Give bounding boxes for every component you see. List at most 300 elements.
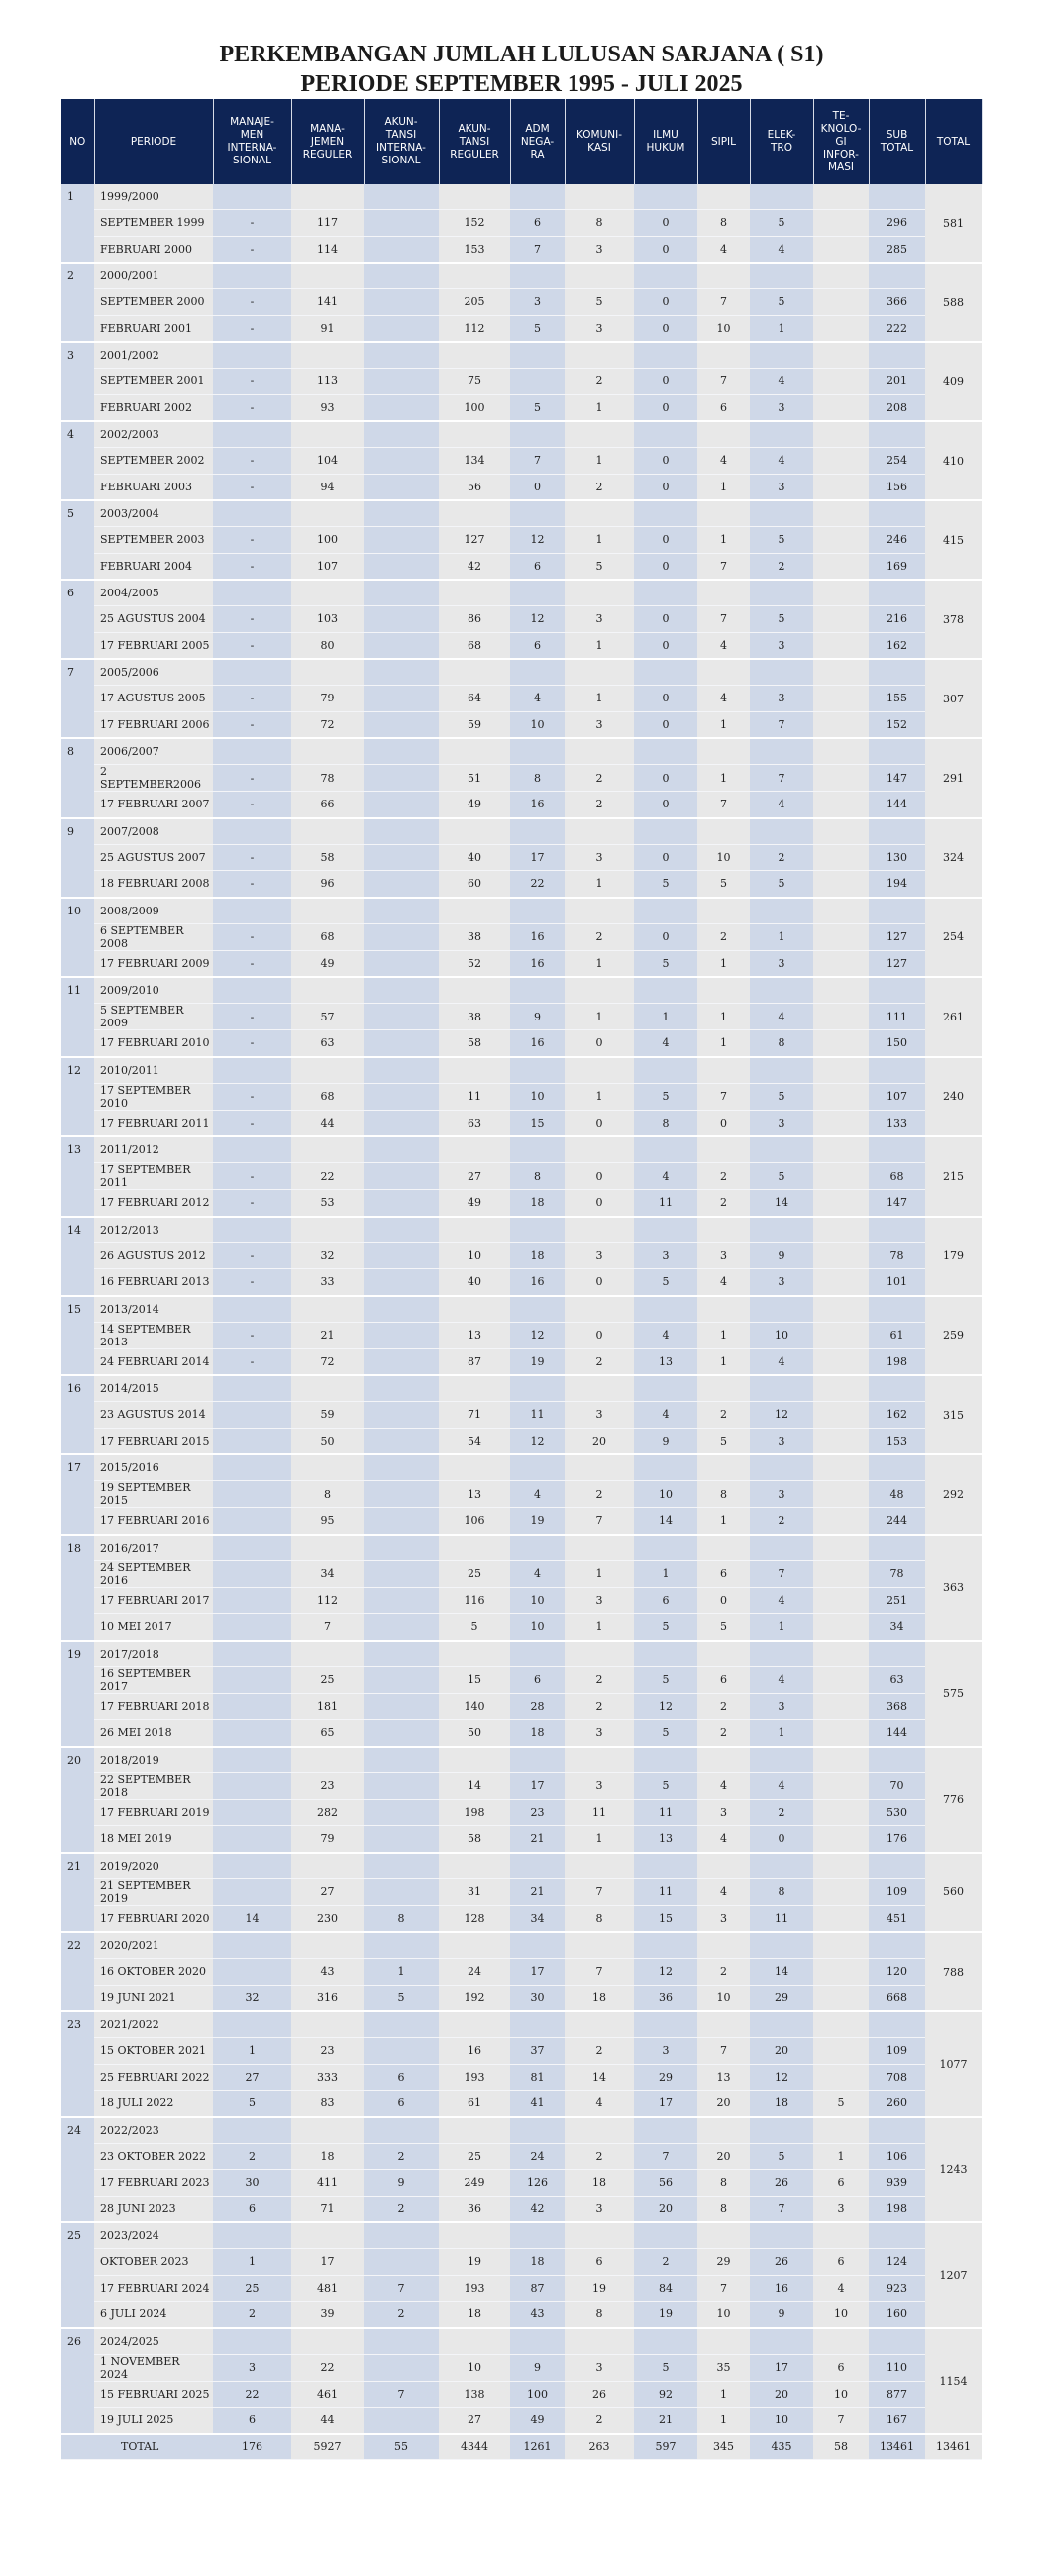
table-cell: 2 — [697, 1402, 750, 1429]
table-cell: 63 — [439, 1110, 510, 1136]
table-cell: 8 — [750, 1878, 813, 1905]
table-cell: 1 — [565, 527, 634, 554]
table-cell — [697, 184, 750, 210]
table-cell — [813, 1110, 869, 1136]
table-cell — [813, 553, 869, 580]
table-cell — [213, 1878, 291, 1905]
table-cell: 20 — [697, 2143, 750, 2170]
table-cell: 6 — [213, 2408, 291, 2434]
table-cell: 5 — [634, 1772, 697, 1799]
table-cell: 11 — [510, 1402, 565, 1429]
table-cell: 49 — [439, 792, 510, 818]
table-cell: 18 — [291, 2143, 364, 2170]
table-cell — [697, 1454, 750, 1481]
table-cell: 1 — [750, 923, 813, 950]
table-cell: 4 — [750, 1348, 813, 1375]
table-cell — [439, 738, 510, 765]
table-cell: 19 — [510, 1508, 565, 1535]
table-cell: 75 — [439, 369, 510, 395]
table-cell — [697, 659, 750, 686]
table-cell — [510, 2222, 565, 2249]
table-cell — [364, 1587, 439, 1614]
table-cell: 1 — [697, 474, 750, 500]
academic-year: 2013/2014 — [94, 1296, 213, 1323]
table-cell: 1 — [565, 1083, 634, 1110]
table-row — [61, 792, 982, 818]
table-cell: 5 — [634, 2354, 697, 2381]
table-cell — [510, 1136, 565, 1163]
table-cell: 18 — [565, 2170, 634, 2197]
table-cell — [364, 606, 439, 633]
table-cell — [364, 632, 439, 659]
table-cell — [750, 1136, 813, 1163]
table-cell — [565, 1641, 634, 1667]
table-cell — [510, 2328, 565, 2355]
table-cell: 17 — [510, 1959, 565, 1986]
row-number: 4 — [61, 421, 94, 500]
table-row — [61, 1481, 982, 1508]
table-cell — [291, 1057, 364, 1084]
table-cell: 1 — [565, 686, 634, 712]
table-cell — [510, 2011, 565, 2038]
table-cell: 147 — [869, 765, 925, 792]
table-cell — [869, 1296, 925, 1323]
total-cell: 13461 — [925, 2434, 982, 2460]
table-cell — [813, 1322, 869, 1348]
table-cell: 198 — [869, 1348, 925, 1375]
table-cell: 107 — [291, 553, 364, 580]
table-cell: 244 — [869, 1508, 925, 1535]
table-cell: 72 — [291, 711, 364, 738]
table-cell: 0 — [634, 474, 697, 500]
table-cell — [813, 1163, 869, 1190]
table-cell — [291, 2011, 364, 2038]
table-cell: 87 — [510, 2275, 565, 2302]
table-cell: 25 — [439, 2143, 510, 2170]
table-cell — [813, 686, 869, 712]
year-row — [61, 263, 982, 289]
table-cell: 49 — [510, 2408, 565, 2434]
table-cell: 19 — [439, 2249, 510, 2276]
table-cell — [213, 1799, 291, 1826]
table-cell: 923 — [869, 2275, 925, 2302]
table-cell — [697, 342, 750, 369]
period: 17 FEBRUARI 2005 — [94, 632, 213, 659]
table-cell — [364, 1560, 439, 1587]
table-cell: 8 — [750, 1030, 813, 1057]
table-cell — [213, 2117, 291, 2144]
year-total: 560 — [925, 1853, 982, 1933]
table-cell — [869, 1853, 925, 1879]
table-cell — [364, 1402, 439, 1429]
table-cell — [439, 1217, 510, 1243]
year-row — [61, 1747, 982, 1773]
table-cell: 7 — [813, 2408, 869, 2434]
table-cell — [439, 263, 510, 289]
table-cell: 93 — [291, 394, 364, 421]
table-cell: 140 — [439, 1693, 510, 1720]
table-cell — [750, 738, 813, 765]
table-cell — [565, 421, 634, 448]
row-number: 3 — [61, 342, 94, 421]
row-number: 2 — [61, 263, 94, 342]
year-total: 588 — [925, 263, 982, 342]
table-cell: 193 — [439, 2064, 510, 2091]
column-header: SIPIL — [697, 99, 750, 184]
table-cell — [213, 738, 291, 765]
table-cell: 144 — [869, 792, 925, 818]
table-cell: 3 — [697, 1799, 750, 1826]
table-cell: 127 — [869, 923, 925, 950]
table-cell: 0 — [634, 236, 697, 263]
table-cell — [813, 765, 869, 792]
table-cell: 0 — [565, 1190, 634, 1217]
table-cell: 25 — [291, 1666, 364, 1693]
table-cell — [510, 369, 565, 395]
table-cell: 155 — [869, 686, 925, 712]
table-cell: 78 — [291, 765, 364, 792]
table-cell: 65 — [291, 1720, 364, 1747]
table-row — [61, 2381, 982, 2408]
table-row — [61, 289, 982, 316]
table-cell: 251 — [869, 1587, 925, 1614]
year-row — [61, 738, 982, 765]
table-cell: 27 — [291, 1878, 364, 1905]
table-cell — [213, 1375, 291, 1402]
table-cell — [364, 1666, 439, 1693]
column-header: TOTAL — [925, 99, 982, 184]
table-cell: 14 — [750, 1190, 813, 1217]
table-cell: 6 — [364, 2091, 439, 2117]
academic-year: 2023/2024 — [94, 2222, 213, 2249]
table-cell — [750, 580, 813, 606]
table-cell — [869, 738, 925, 765]
table-cell — [364, 1799, 439, 1826]
table-cell: 2 — [213, 2302, 291, 2328]
table-cell: 58 — [439, 1826, 510, 1853]
table-row — [61, 844, 982, 871]
table-cell: 0 — [634, 210, 697, 237]
table-cell: 1 — [565, 950, 634, 977]
year-total: 254 — [925, 898, 982, 978]
table-cell: 7 — [291, 1614, 364, 1641]
table-cell: 10 — [813, 2381, 869, 2408]
table-row — [61, 765, 982, 792]
table-cell — [510, 1057, 565, 1084]
table-cell: 2 — [565, 923, 634, 950]
table-cell: 9 — [510, 2354, 565, 2381]
table-cell — [634, 1535, 697, 1561]
table-cell — [813, 2038, 869, 2065]
table-cell — [634, 580, 697, 606]
table-cell: 19 — [634, 2302, 697, 2328]
table-cell — [750, 1535, 813, 1561]
table-cell — [813, 632, 869, 659]
table-cell: 8 — [364, 1905, 439, 1932]
table-cell: 3 — [697, 1242, 750, 1269]
table-cell — [813, 871, 869, 898]
table-cell — [813, 1799, 869, 1826]
table-cell — [634, 421, 697, 448]
table-cell: 461 — [291, 2381, 364, 2408]
table-cell: 1 — [565, 1004, 634, 1030]
table-cell — [291, 342, 364, 369]
table-cell — [439, 342, 510, 369]
table-cell: 6 — [634, 1587, 697, 1614]
table-cell: 4 — [697, 1878, 750, 1905]
table-cell — [439, 1136, 510, 1163]
table-cell: - — [213, 1242, 291, 1269]
table-cell — [750, 1296, 813, 1323]
table-cell — [364, 765, 439, 792]
table-cell: 4 — [750, 1666, 813, 1693]
table-cell: 144 — [869, 1720, 925, 1747]
table-cell: 87 — [439, 1348, 510, 1375]
table-cell: 0 — [697, 1110, 750, 1136]
table-cell — [634, 1641, 697, 1667]
table-cell: 61 — [869, 1322, 925, 1348]
page-title: PERKEMBANGAN JUMLAH LULUSAN SARJANA ( S1) — [219, 42, 824, 67]
table-cell — [291, 1296, 364, 1323]
year-row — [61, 580, 982, 606]
table-cell: 4 — [750, 236, 813, 263]
period: 24 FEBRUARI 2014 — [94, 1348, 213, 1375]
table-cell: 59 — [439, 711, 510, 738]
table-cell: 127 — [869, 950, 925, 977]
table-cell: 22 — [291, 1163, 364, 1190]
table-cell — [813, 2011, 869, 2038]
table-cell — [813, 421, 869, 448]
period: 21 SEPTEMBER 2019 — [94, 1878, 213, 1905]
table-cell: - — [213, 1269, 291, 1296]
table-cell — [869, 263, 925, 289]
period: 19 SEPTEMBER 2015 — [94, 1481, 213, 1508]
table-cell — [750, 263, 813, 289]
table-cell: 5 — [750, 2143, 813, 2170]
table-cell: 3 — [750, 1693, 813, 1720]
table-cell — [565, 2222, 634, 2249]
table-cell — [813, 1959, 869, 1986]
table-cell: 2 — [565, 1348, 634, 1375]
table-cell: 15 — [510, 1110, 565, 1136]
table-cell: 72 — [291, 1348, 364, 1375]
table-cell — [364, 1375, 439, 1402]
table-row — [61, 1799, 982, 1826]
table-cell — [291, 1932, 364, 1959]
table-cell — [291, 1747, 364, 1773]
table-cell — [291, 1375, 364, 1402]
table-cell: 3 — [213, 2354, 291, 2381]
table-cell: 15 — [634, 1905, 697, 1932]
table-cell: 5 — [565, 553, 634, 580]
table-cell — [813, 950, 869, 977]
table-cell — [510, 1454, 565, 1481]
table-cell: 7 — [565, 1878, 634, 1905]
table-cell: 17 — [750, 2354, 813, 2381]
table-cell: 2 — [364, 2143, 439, 2170]
table-row — [61, 2408, 982, 2434]
table-cell: - — [213, 1348, 291, 1375]
table-cell — [813, 1693, 869, 1720]
table-cell: - — [213, 394, 291, 421]
table-cell: 4 — [565, 2091, 634, 2117]
table-cell: 5 — [634, 950, 697, 977]
table-row — [61, 1826, 982, 1853]
table-cell: 16 — [510, 923, 565, 950]
table-cell — [291, 2328, 364, 2355]
table-cell — [291, 2117, 364, 2144]
year-row — [61, 1296, 982, 1323]
table-cell: - — [213, 236, 291, 263]
period: 6 SEPTEMBER 2008 — [94, 923, 213, 950]
table-cell: 1 — [697, 1348, 750, 1375]
table-cell: 5 — [634, 1666, 697, 1693]
table-cell: 1 — [697, 1004, 750, 1030]
table-row — [61, 1190, 982, 1217]
table-cell: 7 — [364, 2275, 439, 2302]
table-cell — [813, 210, 869, 237]
table-cell — [364, 210, 439, 237]
table-row — [61, 315, 982, 342]
table-cell: 246 — [869, 527, 925, 554]
table-cell — [364, 1322, 439, 1348]
table-cell — [634, 1296, 697, 1323]
table-cell: - — [213, 210, 291, 237]
table-cell: 2 — [697, 1693, 750, 1720]
table-cell: 5 — [750, 606, 813, 633]
table-cell: 42 — [439, 553, 510, 580]
table-cell: 0 — [634, 606, 697, 633]
table-cell — [813, 1136, 869, 1163]
table-cell — [291, 580, 364, 606]
table-cell: 5 — [213, 2091, 291, 2117]
table-cell — [364, 2117, 439, 2144]
table-cell — [813, 527, 869, 554]
table-cell — [565, 898, 634, 924]
table-cell: 2 — [697, 1720, 750, 1747]
table-cell: 0 — [565, 1163, 634, 1190]
table-cell — [813, 1535, 869, 1561]
table-cell: 36 — [634, 1985, 697, 2011]
table-cell — [697, 500, 750, 527]
table-cell: 3 — [510, 289, 565, 316]
table-cell — [510, 184, 565, 210]
table-cell: 109 — [869, 2038, 925, 2065]
table-cell: 9 — [750, 1242, 813, 1269]
table-row — [61, 1693, 982, 1720]
table-cell — [364, 1878, 439, 1905]
table-cell: 31 — [439, 1878, 510, 1905]
table-cell — [869, 500, 925, 527]
table-row — [61, 950, 982, 977]
table-cell: 156 — [869, 474, 925, 500]
period: 16 SEPTEMBER 2017 — [94, 1666, 213, 1693]
table-cell: 6 — [510, 210, 565, 237]
table-cell: 8 — [634, 1110, 697, 1136]
table-cell — [565, 1296, 634, 1323]
table-cell: 101 — [869, 1269, 925, 1296]
academic-year: 2010/2011 — [94, 1057, 213, 1084]
table-cell — [634, 738, 697, 765]
row-number: 15 — [61, 1296, 94, 1376]
year-row — [61, 2328, 982, 2355]
table-cell: 0 — [565, 1322, 634, 1348]
period: 28 JUNI 2023 — [94, 2196, 213, 2222]
period: 17 FEBRUARI 2006 — [94, 711, 213, 738]
table-cell: - — [213, 1083, 291, 1110]
year-row — [61, 184, 982, 210]
table-cell: 7 — [697, 792, 750, 818]
table-cell: 29 — [634, 2064, 697, 2091]
table-cell — [364, 394, 439, 421]
table-cell: 16 — [750, 2275, 813, 2302]
table-cell: 2 — [565, 2143, 634, 2170]
table-cell — [213, 977, 291, 1004]
table-row — [61, 1242, 982, 1269]
year-total: 215 — [925, 1136, 982, 1217]
period: 17 SEPTEMBER 2011 — [94, 1163, 213, 1190]
table-cell: 152 — [869, 711, 925, 738]
table-cell — [364, 527, 439, 554]
table-cell — [364, 686, 439, 712]
table-cell — [813, 1004, 869, 1030]
table-cell: 5 — [634, 1269, 697, 1296]
table-cell — [813, 738, 869, 765]
table-cell: 8 — [510, 765, 565, 792]
period: 18 JULI 2022 — [94, 2091, 213, 2117]
table-cell: 1 — [697, 527, 750, 554]
row-number: 17 — [61, 1454, 94, 1535]
table-cell — [869, 580, 925, 606]
table-cell: 10 — [439, 1242, 510, 1269]
table-cell — [291, 1641, 364, 1667]
table-cell — [750, 1853, 813, 1879]
table-cell: 167 — [869, 2408, 925, 2434]
table-body — [61, 184, 982, 2459]
table-cell: 27 — [439, 2408, 510, 2434]
table-cell: 21 — [634, 2408, 697, 2434]
table-cell: - — [213, 792, 291, 818]
table-cell: 1 — [565, 1614, 634, 1641]
table-cell — [869, 898, 925, 924]
table-row — [61, 1004, 982, 1030]
table-cell — [697, 421, 750, 448]
table-cell — [291, 1217, 364, 1243]
table-cell — [213, 263, 291, 289]
table-cell — [291, 263, 364, 289]
academic-year: 2000/2001 — [94, 263, 213, 289]
table-cell: 5 — [697, 871, 750, 898]
row-number: 19 — [61, 1641, 94, 1747]
table-cell — [813, 474, 869, 500]
table-cell — [291, 659, 364, 686]
table-cell — [510, 1932, 565, 1959]
table-cell — [364, 1508, 439, 1535]
table-cell: 71 — [291, 2196, 364, 2222]
academic-year: 2007/2008 — [94, 818, 213, 845]
table-cell — [364, 1217, 439, 1243]
table-cell: 49 — [291, 950, 364, 977]
table-cell — [634, 1136, 697, 1163]
table-cell: 8 — [697, 1481, 750, 1508]
period: 18 MEI 2019 — [94, 1826, 213, 1853]
table-row — [61, 2275, 982, 2302]
table-cell: 3 — [750, 950, 813, 977]
table-cell: 103 — [291, 606, 364, 633]
table-cell: 368 — [869, 1693, 925, 1720]
table-cell: 222 — [869, 315, 925, 342]
table-cell: 111 — [869, 1004, 925, 1030]
